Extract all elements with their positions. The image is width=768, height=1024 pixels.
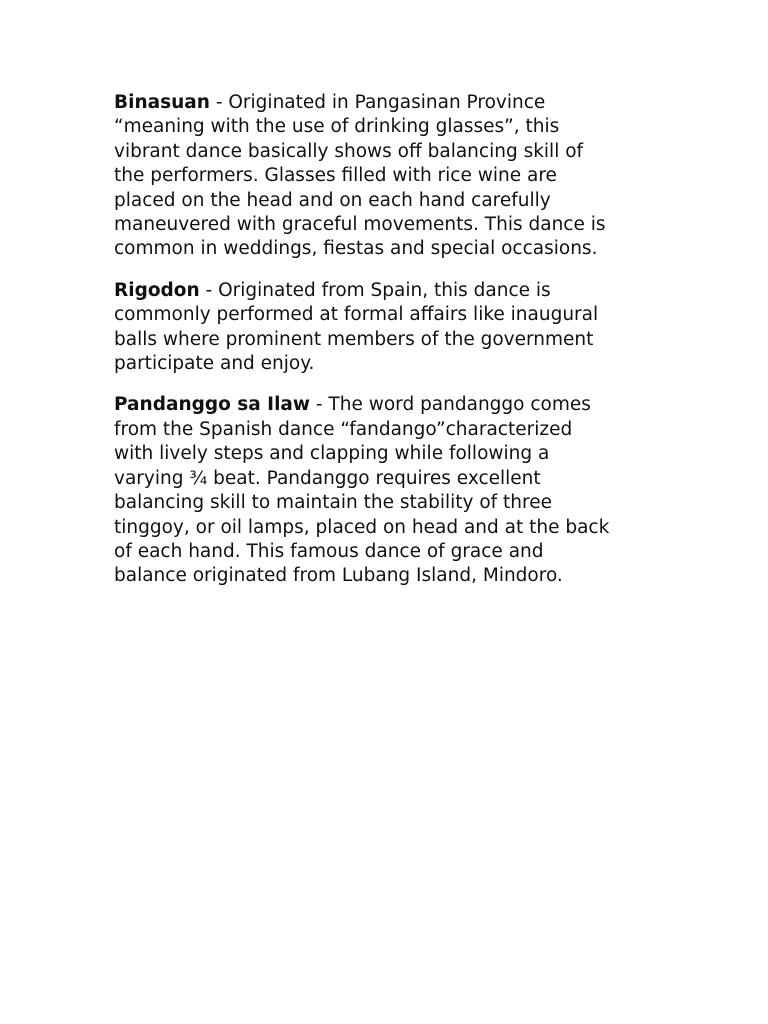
term-rigodon: Rigodon: [114, 279, 200, 301]
line: varying ¾ beat. Pandanggo requires excellent: [114, 467, 541, 489]
line: tinggoy, or oil lamps, placed on head and at the back: [114, 516, 610, 538]
line: of each hand. This famous dance of grace and: [114, 540, 544, 562]
entry-pandanggo-sa-ilaw: [114, 393, 674, 588]
term-binasuan: Binasuan: [114, 92, 210, 113]
entry-rigodon: [114, 279, 674, 377]
line: placed on the head and on each hand carefully: [114, 189, 551, 211]
line: common in weddings, fiestas and special occasions.: [114, 238, 598, 260]
line: “meaning with the use of drinking glasses”, this: [114, 116, 560, 138]
line: from the Spanish dance “fandango”characterized: [114, 418, 573, 440]
line: vibrant dance basically shows off balancing skill of: [114, 140, 584, 162]
line: maneuvered with graceful movements. This dance is: [114, 214, 606, 236]
line: - Originated in Pangasinan Province: [209, 92, 546, 113]
line: - The word pandanggo comes: [309, 394, 591, 416]
line: commonly performed at formal affairs like inaugural: [114, 304, 599, 326]
line: the performers. Glasses filled with rice wine are: [114, 165, 557, 187]
line: balancing skill to maintain the stability of three: [114, 492, 552, 514]
line: - Originated from Spain, this dance is: [199, 279, 551, 301]
line: balls where prominent members of the government: [114, 328, 594, 350]
term-pandanggo-sa-ilaw: Pandanggo sa Ilaw: [114, 394, 310, 416]
entry-binasuan: [114, 91, 674, 262]
line: balance originated from Lubang Island, Mindoro.: [114, 565, 563, 587]
line: with lively steps and clapping while following a: [114, 443, 550, 465]
line: participate and enjoy.: [114, 353, 315, 375]
document-page: [114, 91, 674, 606]
